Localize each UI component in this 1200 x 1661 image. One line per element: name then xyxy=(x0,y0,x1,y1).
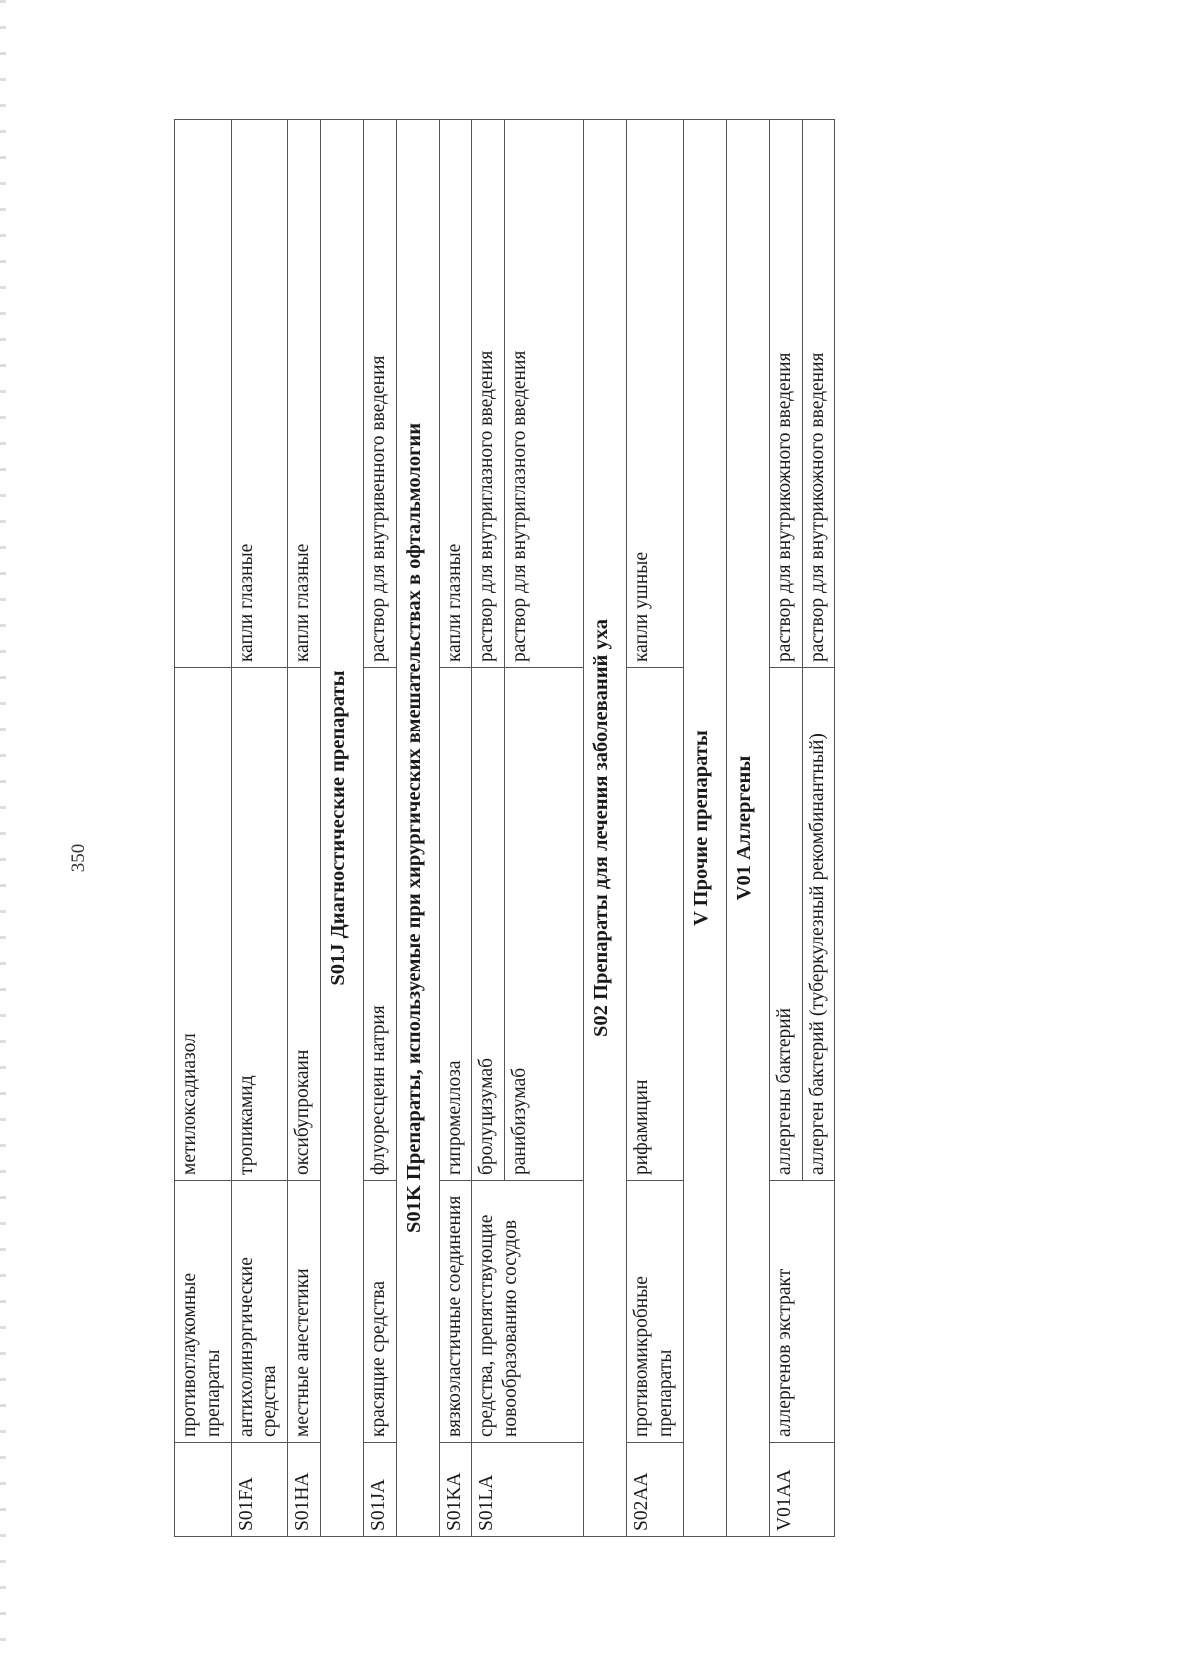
table-row xyxy=(363,120,396,1537)
substance-cell: оксибупрокаин xyxy=(288,668,321,1181)
substance-cell: гипромеллоза xyxy=(439,668,472,1181)
form-cell: раствор для внутрикожного введения xyxy=(769,120,802,668)
form-cell: капли глазные xyxy=(288,120,321,668)
drug-table xyxy=(174,119,835,1537)
section-heading: V01 Аллергены xyxy=(726,120,769,1537)
table-row xyxy=(439,120,472,1537)
group-cell: противоглаукомные препараты xyxy=(175,1181,232,1443)
substance-cell: тропикамид xyxy=(231,668,288,1181)
section-row xyxy=(320,120,363,1537)
section-row xyxy=(726,120,769,1537)
section-heading: S02 Препараты для лечения заболеваний уха xyxy=(584,120,627,1537)
table-row xyxy=(288,120,321,1537)
code-cell: S01LA xyxy=(472,1443,584,1537)
form-cell: капли глазные xyxy=(231,120,288,668)
code-cell: V01AA xyxy=(769,1443,835,1537)
section-row xyxy=(683,120,726,1537)
page-number: 350 xyxy=(68,843,89,873)
code-cell: S01HA xyxy=(288,1443,321,1537)
substance-cell: бролуцизумаб xyxy=(472,668,505,1181)
code-cell: S01JA xyxy=(363,1443,396,1537)
table-row xyxy=(472,120,505,1537)
form-cell: раствор для внутривенного введения xyxy=(363,120,396,668)
group-cell: средства, препятствующие новообразованию сосудов xyxy=(472,1181,584,1443)
table-row xyxy=(627,120,684,1537)
section-heading: V Прочие препараты xyxy=(683,120,726,1537)
form-cell: капли ушные xyxy=(627,120,684,668)
code-cell: S01FA xyxy=(231,1443,288,1537)
form-cell: раствор для внутриглазного введения xyxy=(505,120,584,668)
form-cell: раствор для внутриглазного введения xyxy=(472,120,505,668)
section-row xyxy=(396,120,439,1537)
form-cell xyxy=(175,120,232,668)
code-cell: S01KA xyxy=(439,1443,472,1537)
section-row xyxy=(584,120,627,1537)
code-cell xyxy=(175,1443,232,1537)
group-cell: красящие средства xyxy=(363,1181,396,1443)
group-cell: местные анестетики xyxy=(288,1181,321,1443)
form-cell: раствор для внутрикожного введения xyxy=(802,120,835,668)
substance-cell: аллергены бактерий xyxy=(769,668,802,1181)
group-cell: аллергенов экстракт xyxy=(769,1181,835,1443)
code-cell: S02AA xyxy=(627,1443,684,1537)
table-row xyxy=(769,120,802,1537)
group-cell: противомикробные препараты xyxy=(627,1181,684,1443)
substance-cell: метилоксадиазол xyxy=(175,668,232,1181)
form-cell: капли глазные xyxy=(439,120,472,668)
substance-cell: флуоресцеин натрия xyxy=(363,668,396,1181)
group-cell: антихолинэргические средства xyxy=(231,1181,288,1443)
substance-cell: аллерген бактерий (туберкулезный рекомбинантный) xyxy=(802,668,835,1181)
table-row xyxy=(231,120,288,1537)
section-heading: S01J Диагностические препараты xyxy=(320,120,363,1537)
substance-cell: рифамицин xyxy=(627,668,684,1181)
section-heading: S01K Препараты, используемые при хирургических вмешательствах в офтальмологии xyxy=(396,120,439,1537)
table-row xyxy=(175,120,232,1537)
group-cell: вязкоэластичные соединения xyxy=(439,1181,472,1443)
substance-cell: ранибизумаб xyxy=(505,668,584,1181)
